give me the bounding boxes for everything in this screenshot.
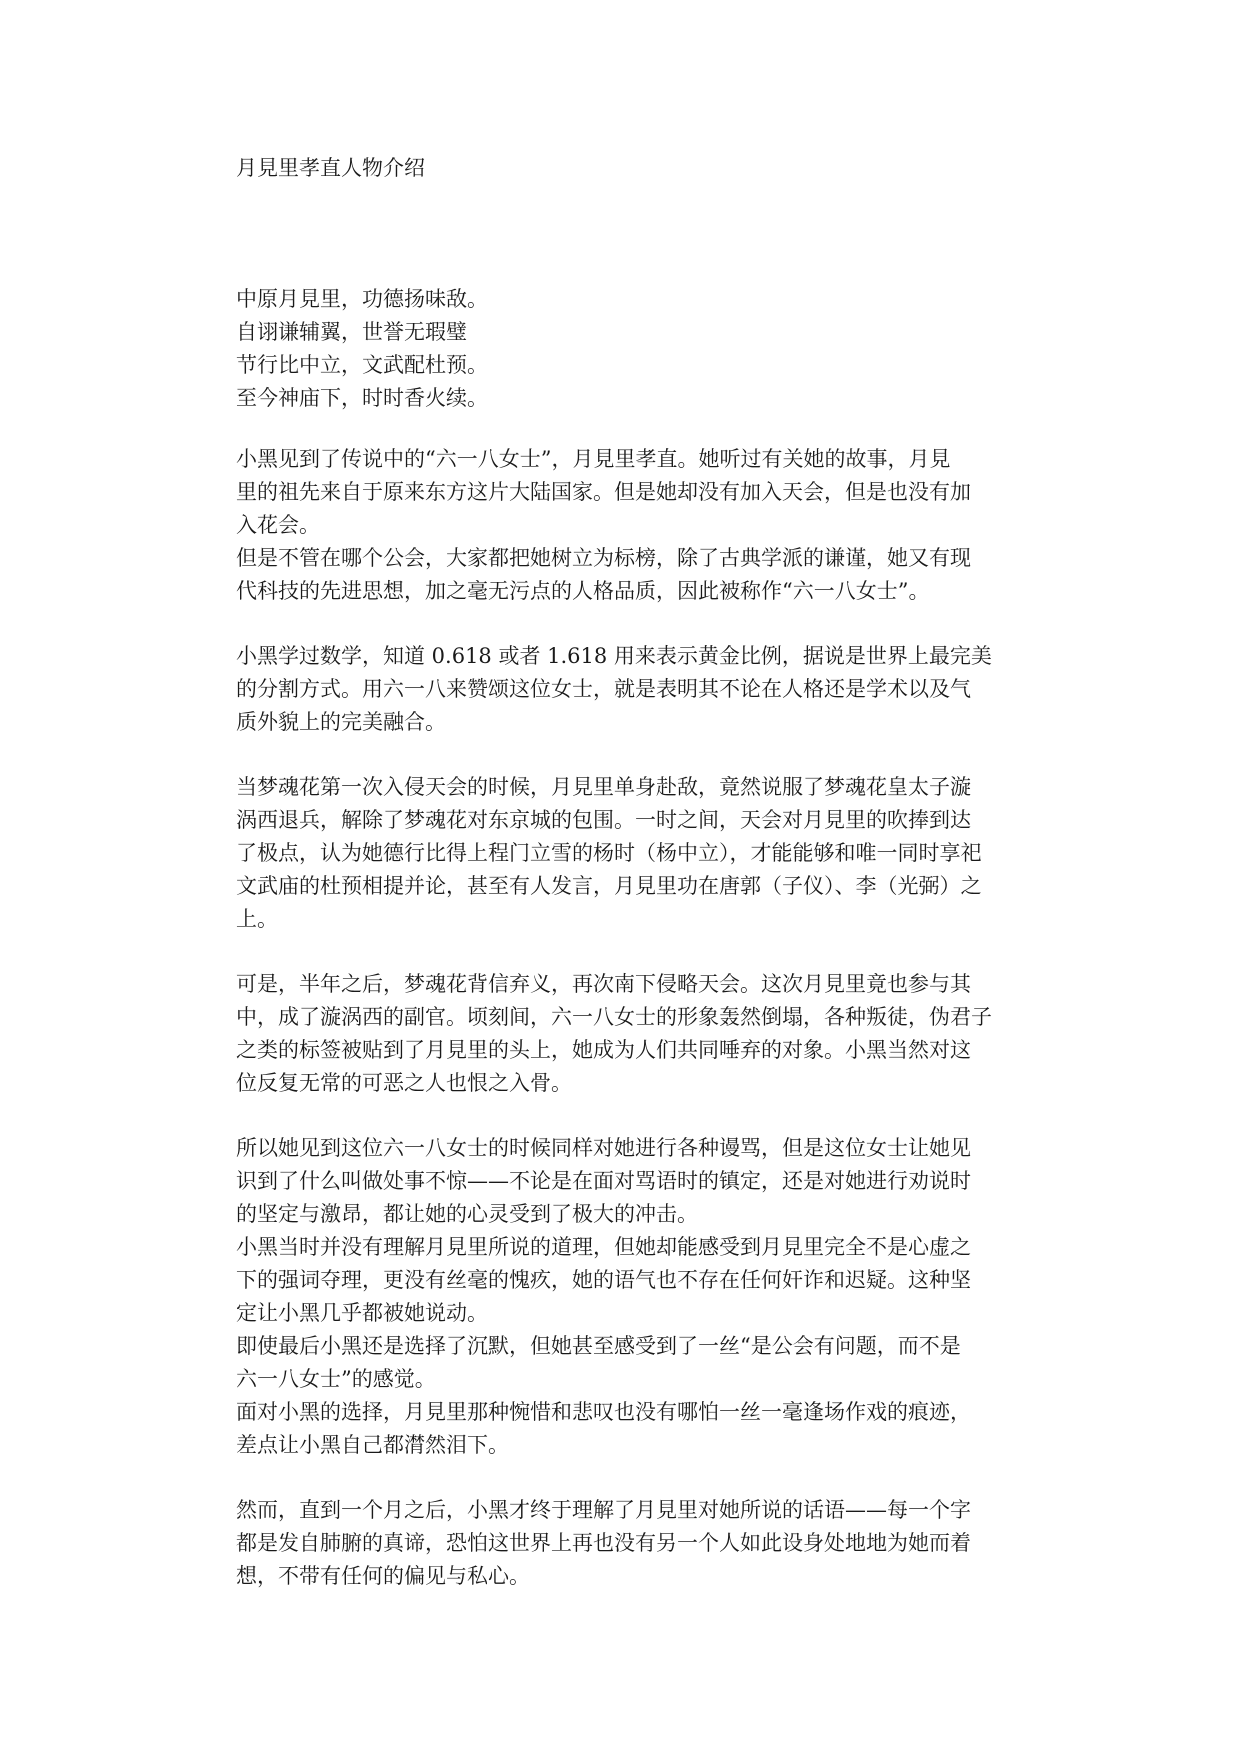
text-line: 想，不带有任何的偏见与私心。 [236, 1564, 530, 1588]
text-line: 但是不管在哪个公会，大家都把她树立为标榜，除了古典学派的谦谨，她又有现 [236, 546, 971, 570]
paragraph-1 [236, 443, 1006, 608]
document-body [236, 443, 1006, 1625]
text-line: 入花会。 [236, 513, 320, 537]
text-line: 当梦魂花第一次入侵天会的时候，月見里单身赴敌，竟然说服了梦魂花皇太子漩 [236, 775, 971, 799]
poem-line: 中原月見里，功德扬味敌。 [236, 287, 488, 311]
text-line: 了极点，认为她德行比得上程门立雪的杨时（杨中立），才能能够和唯一同时享祀 [236, 841, 982, 865]
text-line: 面对小黑的选择，月見里那种惋惜和悲叹也没有哪怕一丝一毫逢场作戏的痕迹， [236, 1400, 971, 1424]
poem-line: 自诩谦辅翼，世誉无瑕璧 [236, 320, 467, 344]
text-line: 的坚定与激昂，都让她的心灵受到了极大的冲击。 [236, 1202, 698, 1226]
text-line: 涡西退兵，解除了梦魂花对东京城的包围。一时之间，天会对月見里的吹捧到达 [236, 808, 971, 832]
poem [236, 283, 488, 415]
text-line: 下的强词夺理，更没有丝毫的愧疚，她的语气也不存在任何奸诈和迟疑。这种坚 [236, 1268, 971, 1292]
text-line: 文武庙的杜预相提并论，甚至有人发言，月見里功在唐郭（子仪）、李（光弼）之 [236, 874, 982, 898]
paragraph-6 [236, 1494, 1006, 1593]
text-line: 定让小黑几乎都被她说动。 [236, 1301, 488, 1325]
text-line: 上。 [236, 907, 278, 931]
text-line: 之类的标签被贴到了月見里的头上，她成为人们共同唾弃的对象。小黑当然对这 [236, 1038, 971, 1062]
paragraph-2 [236, 640, 1006, 739]
paragraph-5 [236, 1132, 1006, 1462]
poem-line: 至今神庙下，时时香火续。 [236, 386, 488, 410]
text-line: 差点让小黑自己都潸然泪下。 [236, 1433, 509, 1457]
text-line: 六一八女士”的感觉。 [236, 1367, 436, 1391]
text-line: 即使最后小黑还是选择了沉默，但她甚至感受到了一丝“是公会有问题，而不是 [236, 1334, 961, 1358]
text-line: 位反复无常的可恶之人也恨之入骨。 [236, 1071, 572, 1095]
text-line: 代科技的先进思想，加之毫无污点的人格品质，因此被称作“六一八女士”。 [236, 579, 930, 603]
text-line: 中，成了漩涡西的副官。顷刻间，六一八女士的形象轰然倒塌，各种叛徒，伪君子 [236, 1005, 992, 1029]
text-line: 里的祖先来自于原来东方这片大陆国家。但是她却没有加入天会，但是也没有加 [236, 480, 971, 504]
text-line: 识到了什么叫做处事不惊——不论是在面对骂语时的镇定，还是对她进行劝说时 [236, 1169, 971, 1193]
text-line: 小黑学过数学，知道 0.618 或者 1.618 用来表示黄金比例，据说是世界上最完美 [236, 644, 992, 668]
text-line: 小黑当时并没有理解月見里所说的道理，但她却能感受到月見里完全不是心虚之 [236, 1235, 971, 1259]
text-line: 小黑见到了传说中的“六一八女士”，月見里孝直。她听过有关她的故事，月見 [236, 447, 951, 471]
document-title: 月見里孝直人物介绍 [236, 156, 425, 180]
text-line: 所以她见到这位六一八女士的时候同样对她进行各种谩骂，但是这位女士让她见 [236, 1136, 971, 1160]
paragraph-4 [236, 968, 1006, 1100]
text-line: 的分割方式。用六一八来赞颂这位女士，就是表明其不论在人格还是学术以及气 [236, 677, 971, 701]
text-line: 质外貌上的完美融合。 [236, 710, 446, 734]
text-line: 然而，直到一个月之后，小黑才终于理解了月見里对她所说的话语——每一个字 [236, 1498, 971, 1522]
text-line: 都是发自肺腑的真谛，恐怕这世界上再也没有另一个人如此设身处地地为她而着 [236, 1531, 971, 1555]
poem-line: 节行比中立，文武配杜预。 [236, 353, 488, 377]
text-line: 可是，半年之后，梦魂花背信弃义，再次南下侵略天会。这次月見里竟也参与其 [236, 972, 971, 996]
paragraph-3 [236, 771, 1006, 936]
